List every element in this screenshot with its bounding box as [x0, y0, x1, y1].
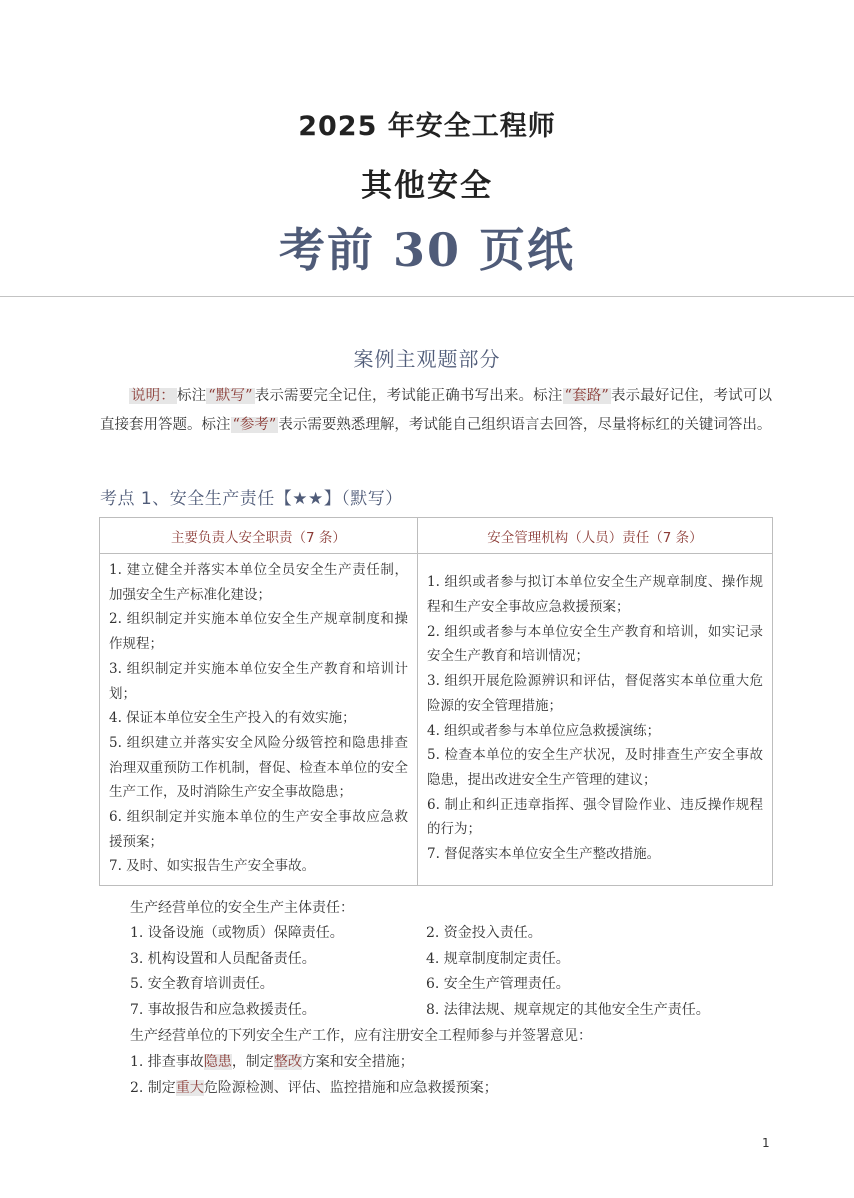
- list-item: 7. 及时、如实报告生产安全事故。: [109, 858, 316, 875]
- list-item: 6. 安全生产管理责任。: [426, 976, 570, 992]
- principal-duties-cell: [100, 554, 418, 886]
- main-resp-list: [130, 921, 770, 1023]
- list-item: 5. 检查本单位的安全生产状况，及时排查生产安全事故隐患，提出改进安全生产管理的建议；: [427, 747, 763, 788]
- list-item: 7. 事故报告和应急救援责任。: [130, 1001, 316, 1018]
- safety-dept-duties-cell: [418, 554, 773, 886]
- engineer-item-2: [130, 1076, 498, 1102]
- point-heading: 考点 1、安全生产责任【★★】（默写）: [100, 489, 403, 509]
- item-text: 危险源检测、评估、监控措施和应急救援预案；: [203, 1080, 498, 1096]
- table-header-safety-dept: 安全管理机构（人员）责任（7 条）: [418, 518, 773, 554]
- table-header-row: [100, 518, 773, 554]
- header-divider: [0, 296, 854, 297]
- table-header-principal: 主要负责人安全职责（7 条）: [100, 518, 418, 554]
- list-item: 6. 组织制定并实施本单位的生产安全事故应急救援预案；: [109, 809, 408, 850]
- intro-text: 表示需要完全记住，考试能正确书写出来。标注: [254, 388, 563, 404]
- engineer-title: 生产经营单位的下列安全生产工作，应有注册安全工程师参与并签署意见：: [130, 1028, 592, 1044]
- page-number: 1: [762, 1136, 770, 1150]
- list-item: 5. 安全教育培训责任。: [130, 976, 274, 992]
- engineer-item-1: [130, 1050, 414, 1076]
- keyword: 重大: [175, 1080, 204, 1096]
- list-item: 1. 建立健全并落实本单位全员安全生产责任制，加强安全生产标准化建设；: [109, 562, 408, 603]
- list-item: 4. 组织或者参与本单位应急救援演练；: [427, 722, 661, 739]
- list-item: 6. 制止和纠正违章指挥、强令冒险作业、违反操作规程的行为；: [427, 796, 763, 838]
- list-item: 2. 组织或者参与本单位安全生产教育和培训，如实记录安全生产教育和培训情况；: [427, 623, 763, 665]
- tag-cankao: “参考”: [232, 417, 277, 433]
- list-item: 7. 督促落实本单位安全生产整改措施。: [427, 846, 661, 863]
- intro-label: 说明：: [131, 388, 175, 404]
- section-title: 案例主观题部分: [353, 347, 501, 371]
- doc-title-subject: 其他安全: [361, 168, 493, 204]
- item-text: 1. 排查事故: [130, 1054, 204, 1070]
- item-text: 2. 制定: [130, 1080, 176, 1096]
- list-item: 4. 保证本单位安全生产投入的有效实施；: [109, 710, 356, 727]
- main-resp-title: 生产经营单位的安全生产主体责任：: [130, 900, 354, 916]
- list-item: 2. 组织制定并实施本单位安全生产规章制度和操作规程；: [109, 611, 408, 653]
- intro-text: 表示需要熟悉理解，考试能自己组织语言去回答，尽量将标红的关键词答出。: [278, 417, 772, 433]
- list-item: 3. 组织开展危险源辨识和评估，督促落实本单位重大危险源的安全管理措施；: [427, 673, 763, 714]
- doc-title-main: 考前 30 页纸: [278, 223, 576, 277]
- list-item: 2. 资金投入责任。: [426, 925, 542, 941]
- intro-text: 标注: [176, 388, 207, 404]
- intro-paragraph: [100, 382, 772, 440]
- list-item: 5. 组织建立并落实安全风险分级管控和隐患排查治理双重预防工作机制，督促、检查本单位的安全生产工作，及时消除生产安全事故隐患；: [109, 734, 408, 801]
- list-item: 1. 组织或者参与拟订本单位安全生产规章制度、操作规程和生产安全事故应急救援预案；: [427, 574, 763, 616]
- responsibility-table: [99, 517, 773, 886]
- list-item: 3. 机构设置和人员配备责任。: [130, 950, 316, 967]
- table-row: [100, 554, 773, 886]
- doc-title-year: 2025 年安全工程师: [298, 111, 556, 142]
- tag-taolu: “套路”: [564, 388, 609, 404]
- keyword: 隐患: [203, 1054, 232, 1070]
- keyword: 整改: [273, 1054, 302, 1070]
- item-text: ，制定: [231, 1054, 274, 1070]
- intro-text: 表示最好记住，考试可以直接套用答题。标注: [100, 388, 773, 433]
- list-item: 4. 规章制度制定责任。: [426, 950, 570, 967]
- tag-mote: “默写”: [208, 388, 253, 404]
- item-text: 方案和安全措施；: [301, 1054, 414, 1070]
- list-item: 1. 设备设施（或物质）保障责任。: [130, 925, 344, 941]
- list-item: 3. 组织制定并实施本单位安全生产教育和培训计划；: [109, 660, 408, 702]
- list-item: 8. 法律法规、规章规定的其他安全生产责任。: [426, 1001, 710, 1018]
